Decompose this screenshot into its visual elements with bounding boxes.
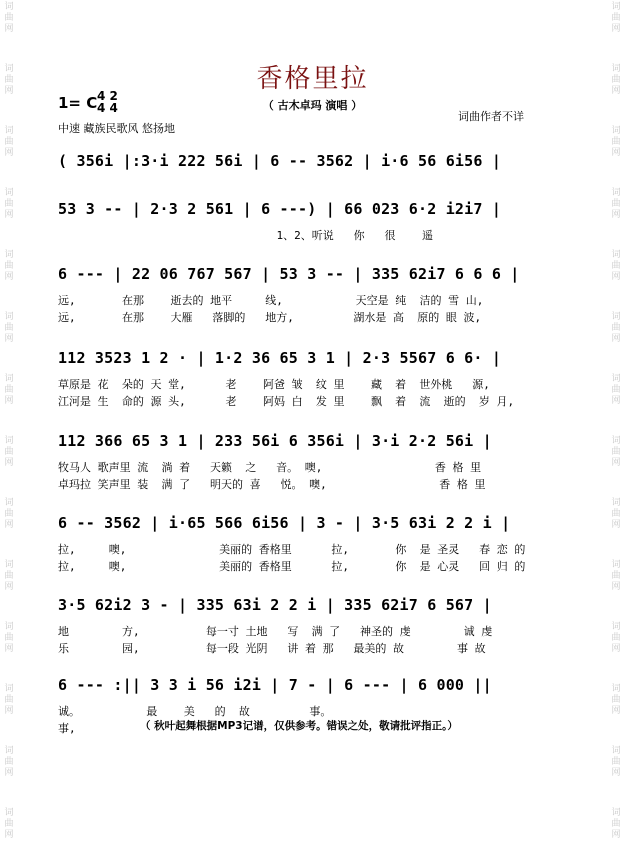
notation-row: 53 3 -- | 2·3 2 561 | 6 ---) | 66 023 6·2 i2i7 |	[58, 200, 502, 218]
key-signature: 1= C	[58, 94, 98, 112]
watermark-text: 词 曲 网	[4, 374, 14, 406]
lyric-line: 地 方, 每一寸 土地 写 满 了 神圣的 虔 诚 虔	[58, 625, 493, 638]
meter-bottom: 4 4	[97, 101, 118, 115]
watermark-right	[609, 0, 623, 840]
notation-row: ( 356i |:3·i 222 56i | 6 -- 3562 | i·6 56 6i56 |	[58, 152, 502, 170]
watermark-text: 词 曲 网	[611, 560, 621, 592]
watermark-text: 词 曲 网	[4, 684, 14, 716]
lyric-line: 草原是 花 朵的 天 堂, 老 阿爸 皱 纹 里 藏 着 世外桃 源,	[58, 378, 490, 391]
notation-row: 3·5 62i2 3 - | 335 63i 2 2 i | 335 62i7 6 567 |	[58, 596, 492, 614]
watermark-text: 词 曲 网	[611, 2, 621, 34]
watermark-text: 词 曲 网	[611, 436, 621, 468]
watermark-text: 词 曲 网	[4, 436, 14, 468]
watermark-text: 词 曲 网	[4, 808, 14, 840]
lyric-line: 远, 在那 大雁 落脚的 地方, 湖水是 高 原的 眼 波,	[58, 311, 482, 324]
lyric-line: 乐 园, 每一段 光阴 讲 着 那 最美的 故 事 故	[58, 642, 486, 655]
watermark-text: 词 曲 网	[4, 188, 14, 220]
watermark-text: 词 曲 网	[4, 2, 14, 34]
watermark-text: 词 曲 网	[611, 126, 621, 158]
meter-top: 4 2	[97, 89, 118, 103]
watermark-text: 词 曲 网	[611, 746, 621, 778]
lyric-line: 远, 在那 逝去的 地平 线, 天空是 纯 洁的 雪 山,	[58, 294, 484, 307]
singer-credit: （ 古木卓玛 演唱 ）	[262, 99, 363, 112]
time-signature	[97, 90, 118, 114]
notation-row: 112 366 65 3 1 | 233 56i 6 356i | 3·i 2·2 56i |	[58, 432, 492, 450]
watermark-text: 词 曲 网	[4, 64, 14, 96]
watermark-text: 词 曲 网	[611, 808, 621, 840]
lyric-line: 拉, 噢, 美丽的 香格里 拉, 你 是 心灵 回 归 的	[58, 560, 526, 573]
watermark-text: 词 曲 网	[611, 64, 621, 96]
watermark-text: 词 曲 网	[4, 746, 14, 778]
watermark-text: 词 曲 网	[611, 188, 621, 220]
lyric-line: 拉, 噢, 美丽的 香格里 拉, 你 是 圣灵 春 恋 的	[58, 543, 526, 556]
watermark-text: 词 曲 网	[4, 250, 14, 282]
lyric-line: 江河是 生 命的 源 头, 老 阿妈 白 发 里 飘 着 流 逝的 岁 月,	[58, 395, 515, 408]
watermark-text: 词 曲 网	[611, 250, 621, 282]
notation-row: 112 3523 1 2 · | 1·2 36 65 3 1 | 2·3 5567 6 6· |	[58, 349, 502, 367]
watermark-text: 词 曲 网	[611, 622, 621, 654]
lyric-line: 卓玛拉 笑声里 装 满 了 明天的 喜 悦。 噢, 香 格 里	[58, 478, 486, 491]
lyric-line: 事,	[58, 722, 76, 735]
watermark-text: 词 曲 网	[4, 498, 14, 530]
notation-row: 6 --- :|| 3 3 i 56 i2i | 7 - | 6 --- | 6 000 ||	[58, 676, 492, 694]
watermark-text: 词 曲 网	[611, 498, 621, 530]
lyric-line: 1、2、听说 你 很 遥	[58, 229, 434, 242]
watermark-text: 词 曲 网	[4, 622, 14, 654]
watermark-left	[2, 0, 16, 840]
lyric-line: 诚。 最 美 的 故 事。	[58, 705, 332, 718]
notation-row: 6 --- | 22 06 767 567 | 53 3 -- | 335 62i7 6 6 6 |	[58, 265, 520, 283]
tempo-marking: 中速 藏族民歌风 悠扬地	[58, 122, 175, 135]
lyric-line: 牧马人 歌声里 流 淌 着 天籁 之 音。 噢, 香 格 里	[58, 461, 482, 474]
watermark-text: 词 曲 网	[611, 312, 621, 344]
watermark-text: 词 曲 网	[4, 126, 14, 158]
watermark-text: 词 曲 网	[4, 312, 14, 344]
watermark-text: 词 曲 网	[611, 684, 621, 716]
composer-credit: 词曲作者不详	[458, 110, 524, 123]
watermark-text: 词 曲 网	[4, 560, 14, 592]
footnote: （ 秋叶起舞根据MP3记谱，仅供参考。错误之处，敬请批评指正。）	[140, 720, 458, 732]
song-title: 香格里拉	[256, 64, 369, 94]
watermark-text: 词 曲 网	[611, 374, 621, 406]
notation-row: 6 -- 3562 | i·65 566 6i56 | 3 - | 3·5 63i 2 2 i |	[58, 514, 511, 532]
